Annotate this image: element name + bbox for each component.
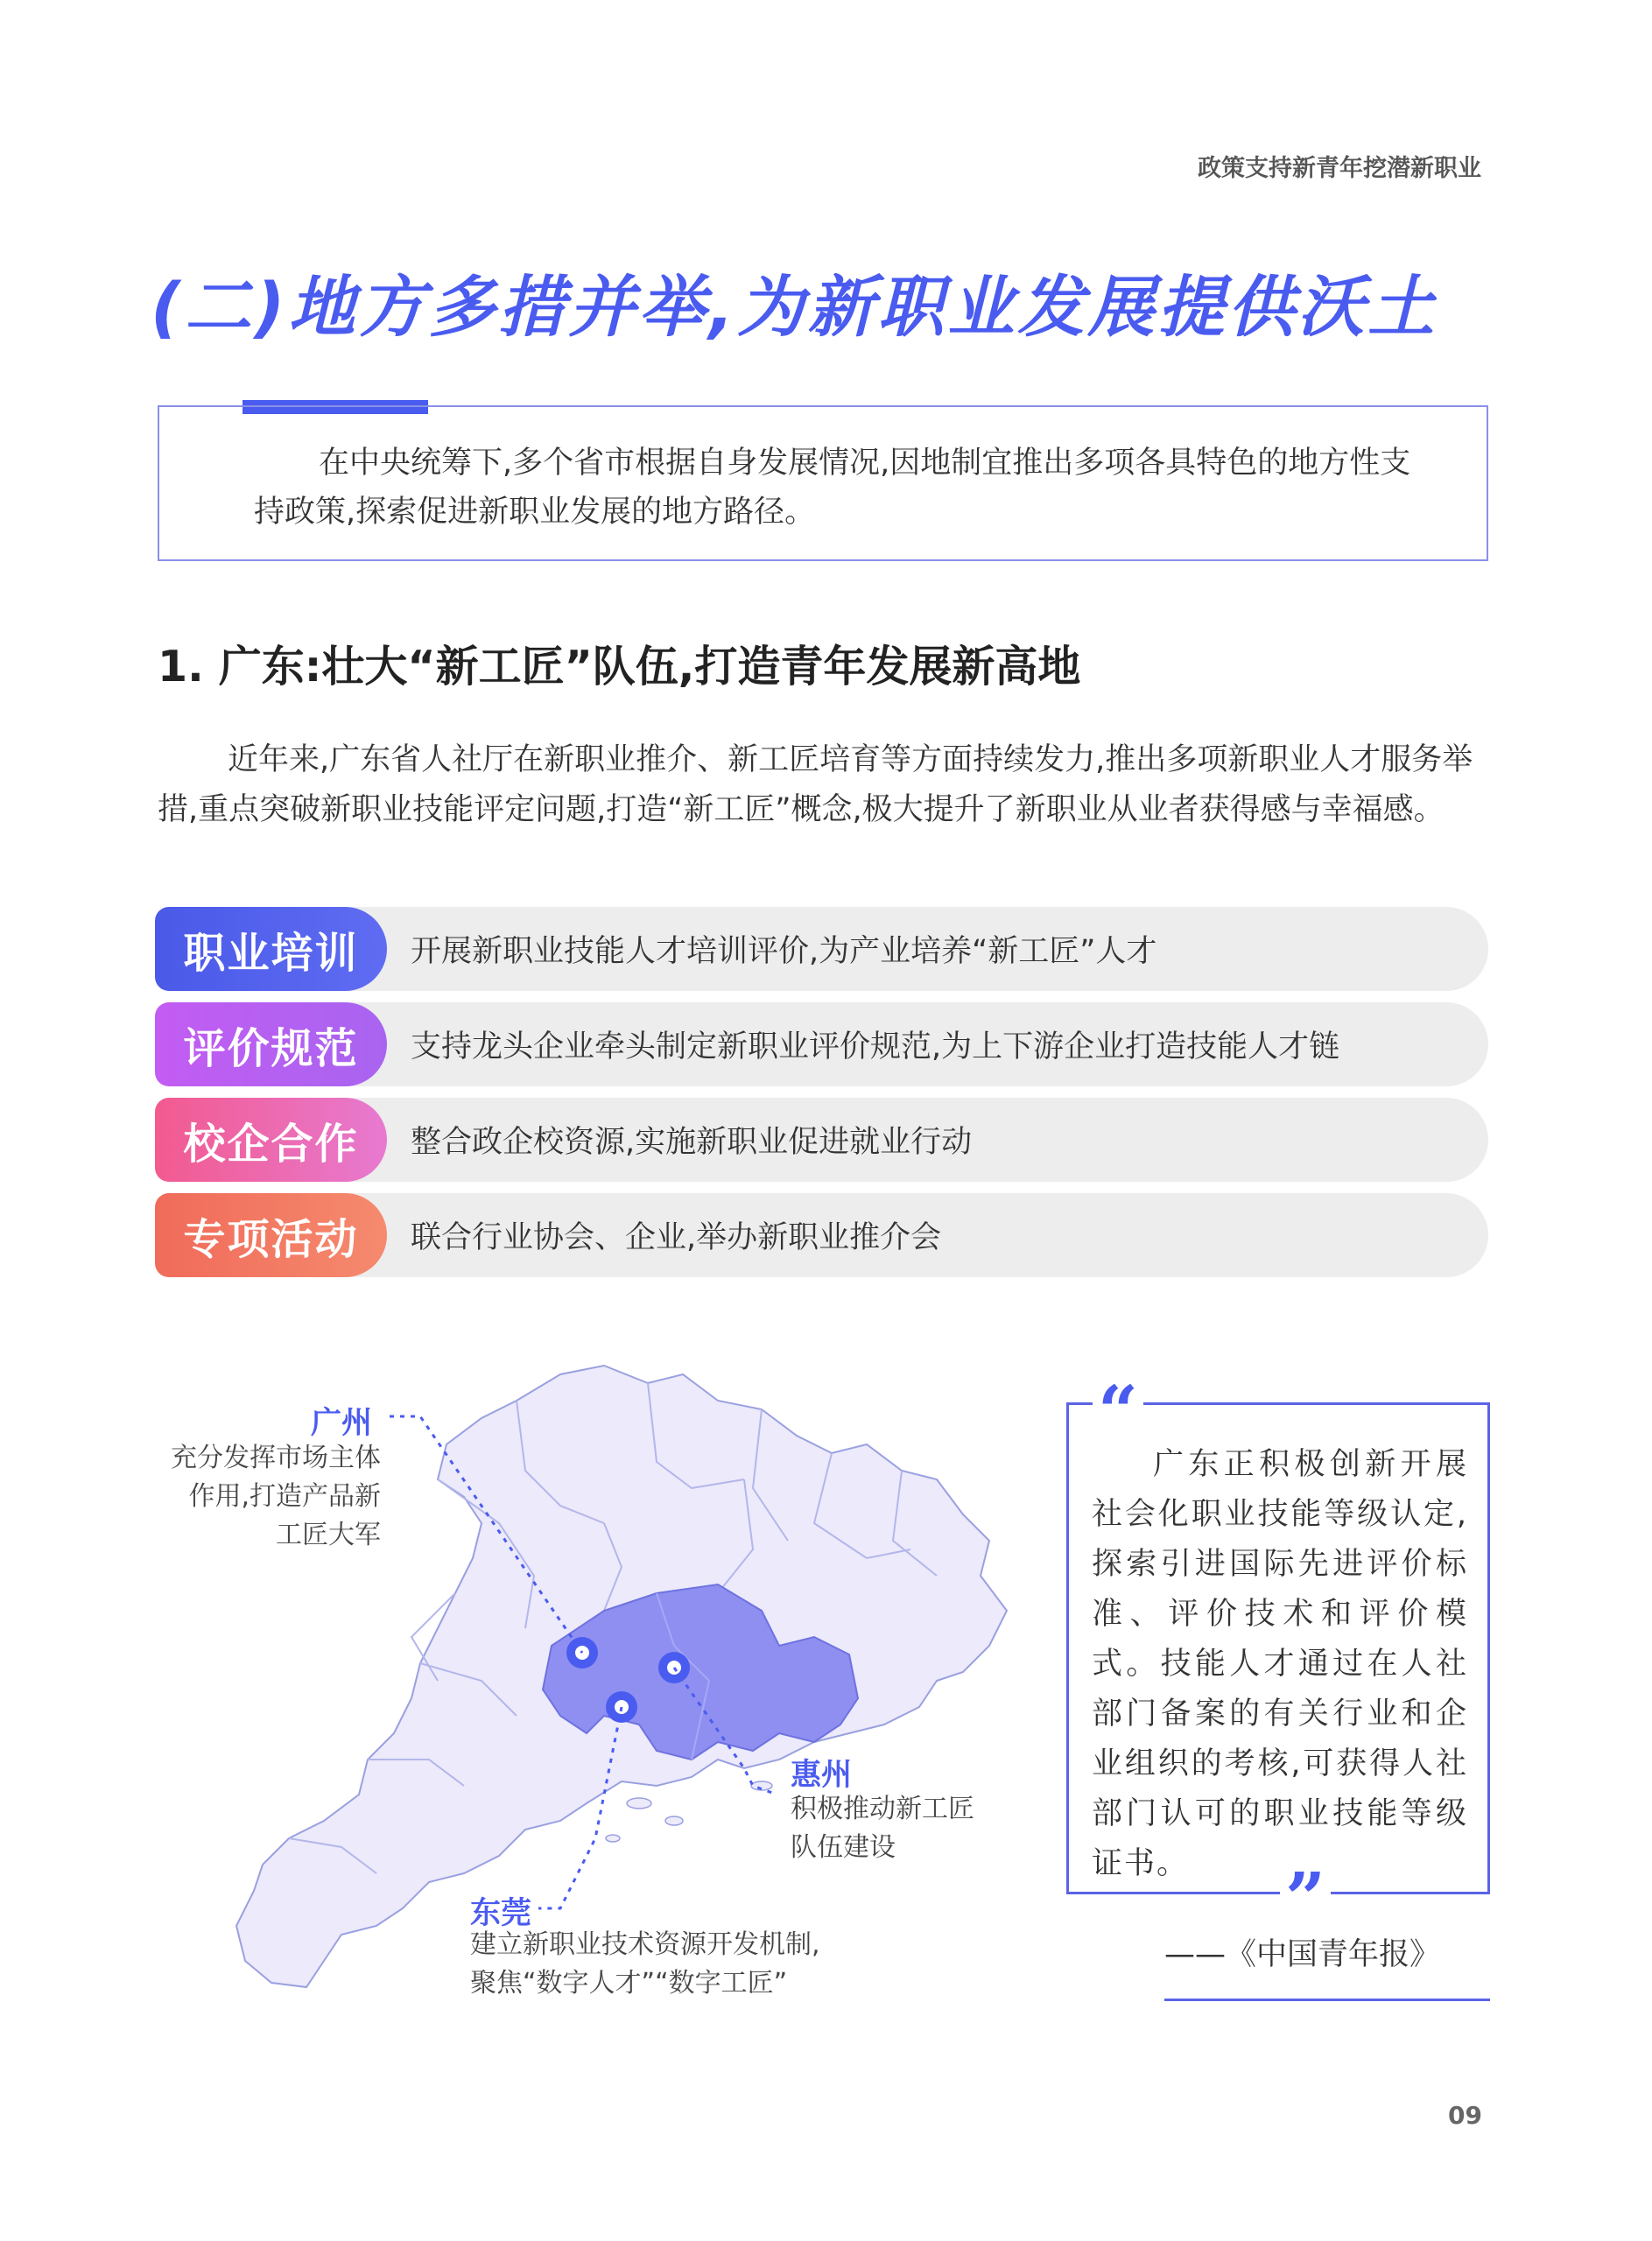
policy-desc: 整合政企校资源,实施新职业促进就业行动 [411,1125,973,1160]
policy-row [155,1098,1488,1182]
city-name-guangzhou: 广州 [311,1406,373,1441]
city-name-huizhou: 惠州 [791,1758,853,1793]
policy-row [155,1002,1488,1086]
city-name-dongguan: 东莞 [470,1896,532,1931]
open-quote-icon: “ [1093,1376,1143,1446]
page-title: (二)地方多措并举,为新职业发展提供沃土 [151,268,1438,346]
policy-tag: 职业培训 [155,907,387,991]
intro-box [158,405,1488,561]
quote-underline [1164,1999,1490,2001]
close-quote-icon: ” [1280,1863,1331,1933]
section-paragraph: 近年来,广东省人社厅在新职业推介、新工匠培育等方面持续发力,推出多项新职业人才服务举措,重点突破新职业技能评定问题,打造“新工匠”概念,极大提升了新职业从业者获得感与幸福感。 [158,742,1473,827]
section-heading: 1. 广东:壮大“新工匠”队伍,打造青年发展新高地 [158,642,1081,692]
quote-text: 广东正积极创新开展社会化职业技能等级认定,探索引进国际先进评价标准、评价技术和评价模式。技能人才通过在人社部门备案的有关行业和企业组织的考核,可获得人社部门认可的职业技能等级证书。 [1092,1447,1468,1881]
city-desc-guangzhou: 充分发挥市场主体 作用,打造产品新 工匠大军 [171,1443,381,1550]
policy-tag: 专项活动 [155,1193,387,1277]
city-desc-dongguan: 建立新职业技术资源开发机制, 聚焦“数字人才”“数字工匠” [470,1929,820,1999]
policy-tag: 校企合作 [155,1098,387,1182]
policy-tag: 评价规范 [155,1002,387,1086]
quote-source: ——《中国青年报》 [1164,1937,1441,1972]
intro-text: 在中央统筹下,多个省市根据自身发展情况,因地制宜推出多项各具特色的地方性支持政策,探索促进新职业发展的地方路径。 [254,446,1411,530]
policy-desc: 联合行业协会、企业,举办新职业推介会 [411,1220,942,1255]
city-desc-huizhou: 积极推动新工匠 队伍建设 [791,1794,974,1863]
quote-box [1066,1402,1490,1894]
page-number: 09 [1448,2101,1482,2130]
policy-row [155,907,1488,991]
header-title: 政策支持新青年挖潜新职业 [1198,155,1481,182]
policy-desc: 支持龙头企业牵头制定新职业评价规范,为上下游企业打造技能人才链 [411,1029,1340,1064]
policy-desc: 开展新职业技能人才培训评价,为产业培养“新工匠”人才 [411,934,1157,969]
policy-row [155,1193,1488,1277]
